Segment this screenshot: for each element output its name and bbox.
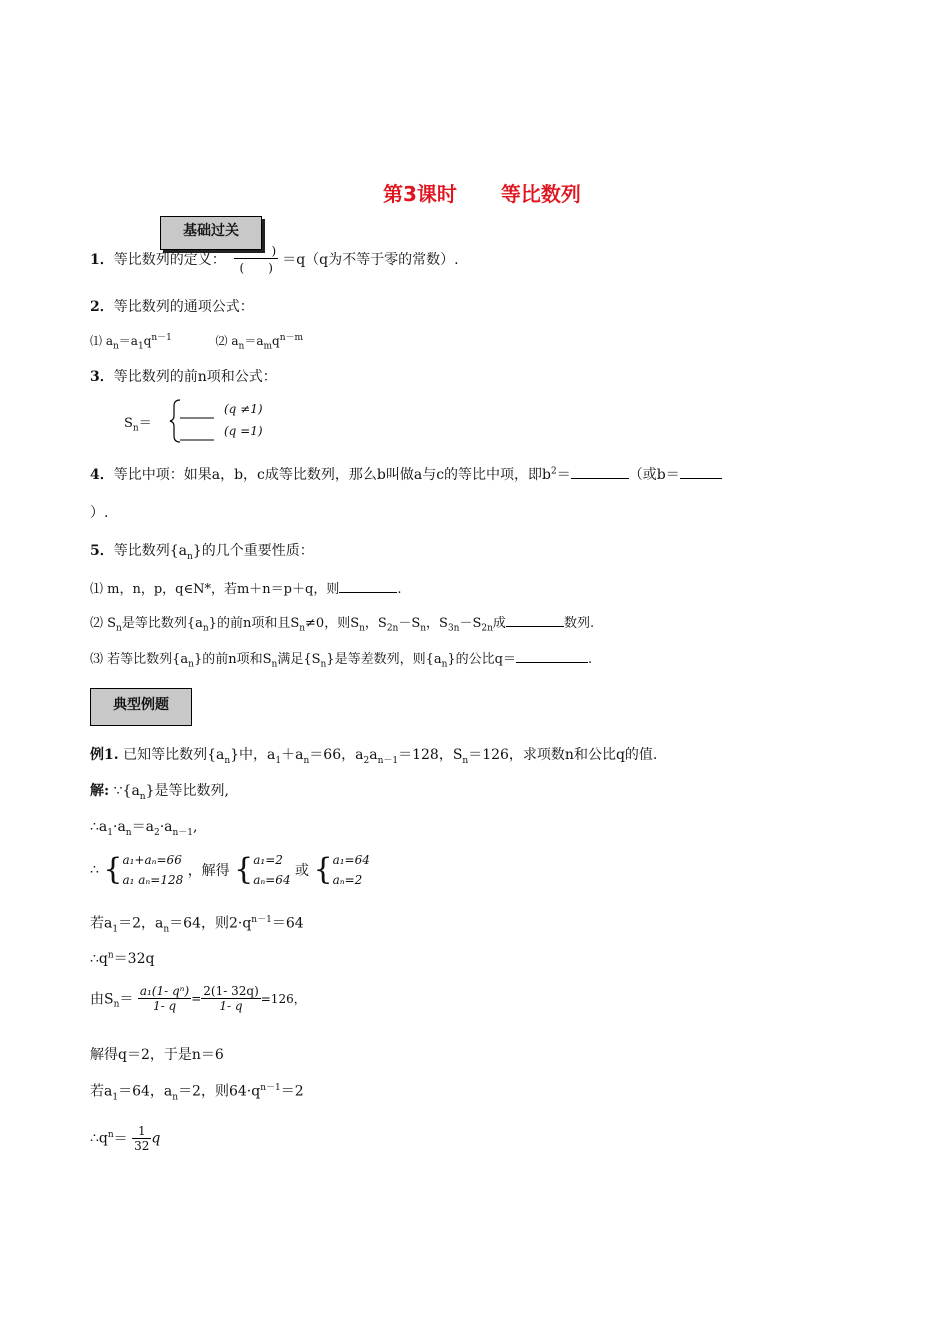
question-3: 3．等比数列的前n项和公式：	[90, 369, 277, 385]
solution-line-4: 若$a_1=2$，$a_n=64$，则$2\cdot q^{n-1}=64$	[90, 915, 304, 935]
property-1: ⑴ m，n，p，q∈N*，若m＋n＝p＋q，则 .	[90, 582, 402, 597]
equation-system-3: a₁=64 aₙ=2	[332, 853, 370, 887]
question-2-items: ⑴ $a_n=a_1q^{n-1}$ ⑵ $a_n=a_mq^{n-m}$	[90, 333, 304, 352]
question-5: 5．等比数列$\{a_n\}$的几个重要性质：	[90, 543, 314, 562]
property-3: ⑶ 若等比数列$\{a_n\}$的前n项和$S_n$满足$\{S_n\}$是等差数列，则$\{a_n\}$的公比q＝ .	[90, 652, 593, 670]
sum-fraction-1: $\frac{\text{a₁(1- qⁿ)}}{1- q}$	[139, 984, 190, 1013]
solution-line-8: 若$a_1=64$，$a_n=2$，则$64\cdot q^{n-1}=2$	[90, 1083, 304, 1103]
solution-line-7: 解得q＝2，于是n＝6	[90, 1047, 224, 1063]
solution-line-2: $\therefore a_1\cdot a_n=a_2\cdot a_{n-1}$,	[90, 819, 198, 838]
question-4: 4．等比中项：如果a，b，c成等比数列，那么b叫做a与c的等比中项，即$b^2=$ （或b＝	[90, 464, 722, 484]
solution-line-9: $\therefore q^n=$ $\frac{1}{32}$ q	[90, 1124, 161, 1153]
question-1: 1．等比数列的定义： $\frac{)}{( )}$ ＝q（q为不等于零的常数）.	[90, 244, 459, 275]
definition-fraction: $\frac{)}{( )}$	[234, 244, 278, 276]
ratio-fraction: $\frac{1}{32}$	[134, 1124, 150, 1153]
example-1: 例1. 已知等比数列$\{a_n\}$中，$a_1+a_n=66$，$a_2a_{n-1}=128$，$S_n=126$，求项数n和公比q的值.	[90, 747, 658, 766]
equation-system-2: a₁=2 aₙ=64	[253, 853, 291, 887]
question-2: 2．等比数列的通项公式：	[90, 299, 254, 315]
sum-fraction-2: $\frac{2(1- 32q)}{1- q}$	[203, 984, 259, 1013]
lesson-number: 第3课时	[383, 182, 457, 206]
brace-icon	[168, 398, 218, 444]
answer-blank[interactable]	[680, 466, 722, 479]
solution-line-1: 解: $\because\{a_n\}$是等比数列,	[90, 783, 229, 802]
solution-line-6: 由$S_n=$ $\frac{\text{a₁(1- qⁿ)}}{1- q}$ = $\frac{2(1- 32q)}{1- q}$ =126，	[90, 984, 306, 1013]
answer-blank[interactable]	[571, 466, 629, 479]
answer-blank[interactable]	[516, 650, 588, 663]
section-label-examples: 典型例题	[90, 688, 192, 726]
section-label-basics: 基础过关	[160, 216, 262, 250]
property-2: ⑵ $S_n$是等比数列$\{a_n\}$的前n项和且$S_n\ne 0$，则$S_n$，$S_{2n}-S_n$，$S_{3n}-S_{2n}$成 数列.	[90, 616, 595, 634]
solution-line-3: ∴ { a₁+aₙ=66 a₁ aₙ=128 ，解得 { a₁=2 aₙ=64 或 { a₁=64 aₙ=2	[90, 850, 370, 894]
question-4-end: ）.	[90, 505, 109, 521]
equation-system-1: a₁+aₙ=66 a₁ aₙ=128	[122, 853, 184, 887]
answer-blank[interactable]	[506, 614, 564, 627]
solution-line-5: $\therefore q^n=32q$	[90, 950, 155, 967]
answer-blank[interactable]	[339, 580, 397, 593]
page-title	[383, 178, 581, 207]
lesson-topic: 等比数列	[500, 182, 581, 206]
